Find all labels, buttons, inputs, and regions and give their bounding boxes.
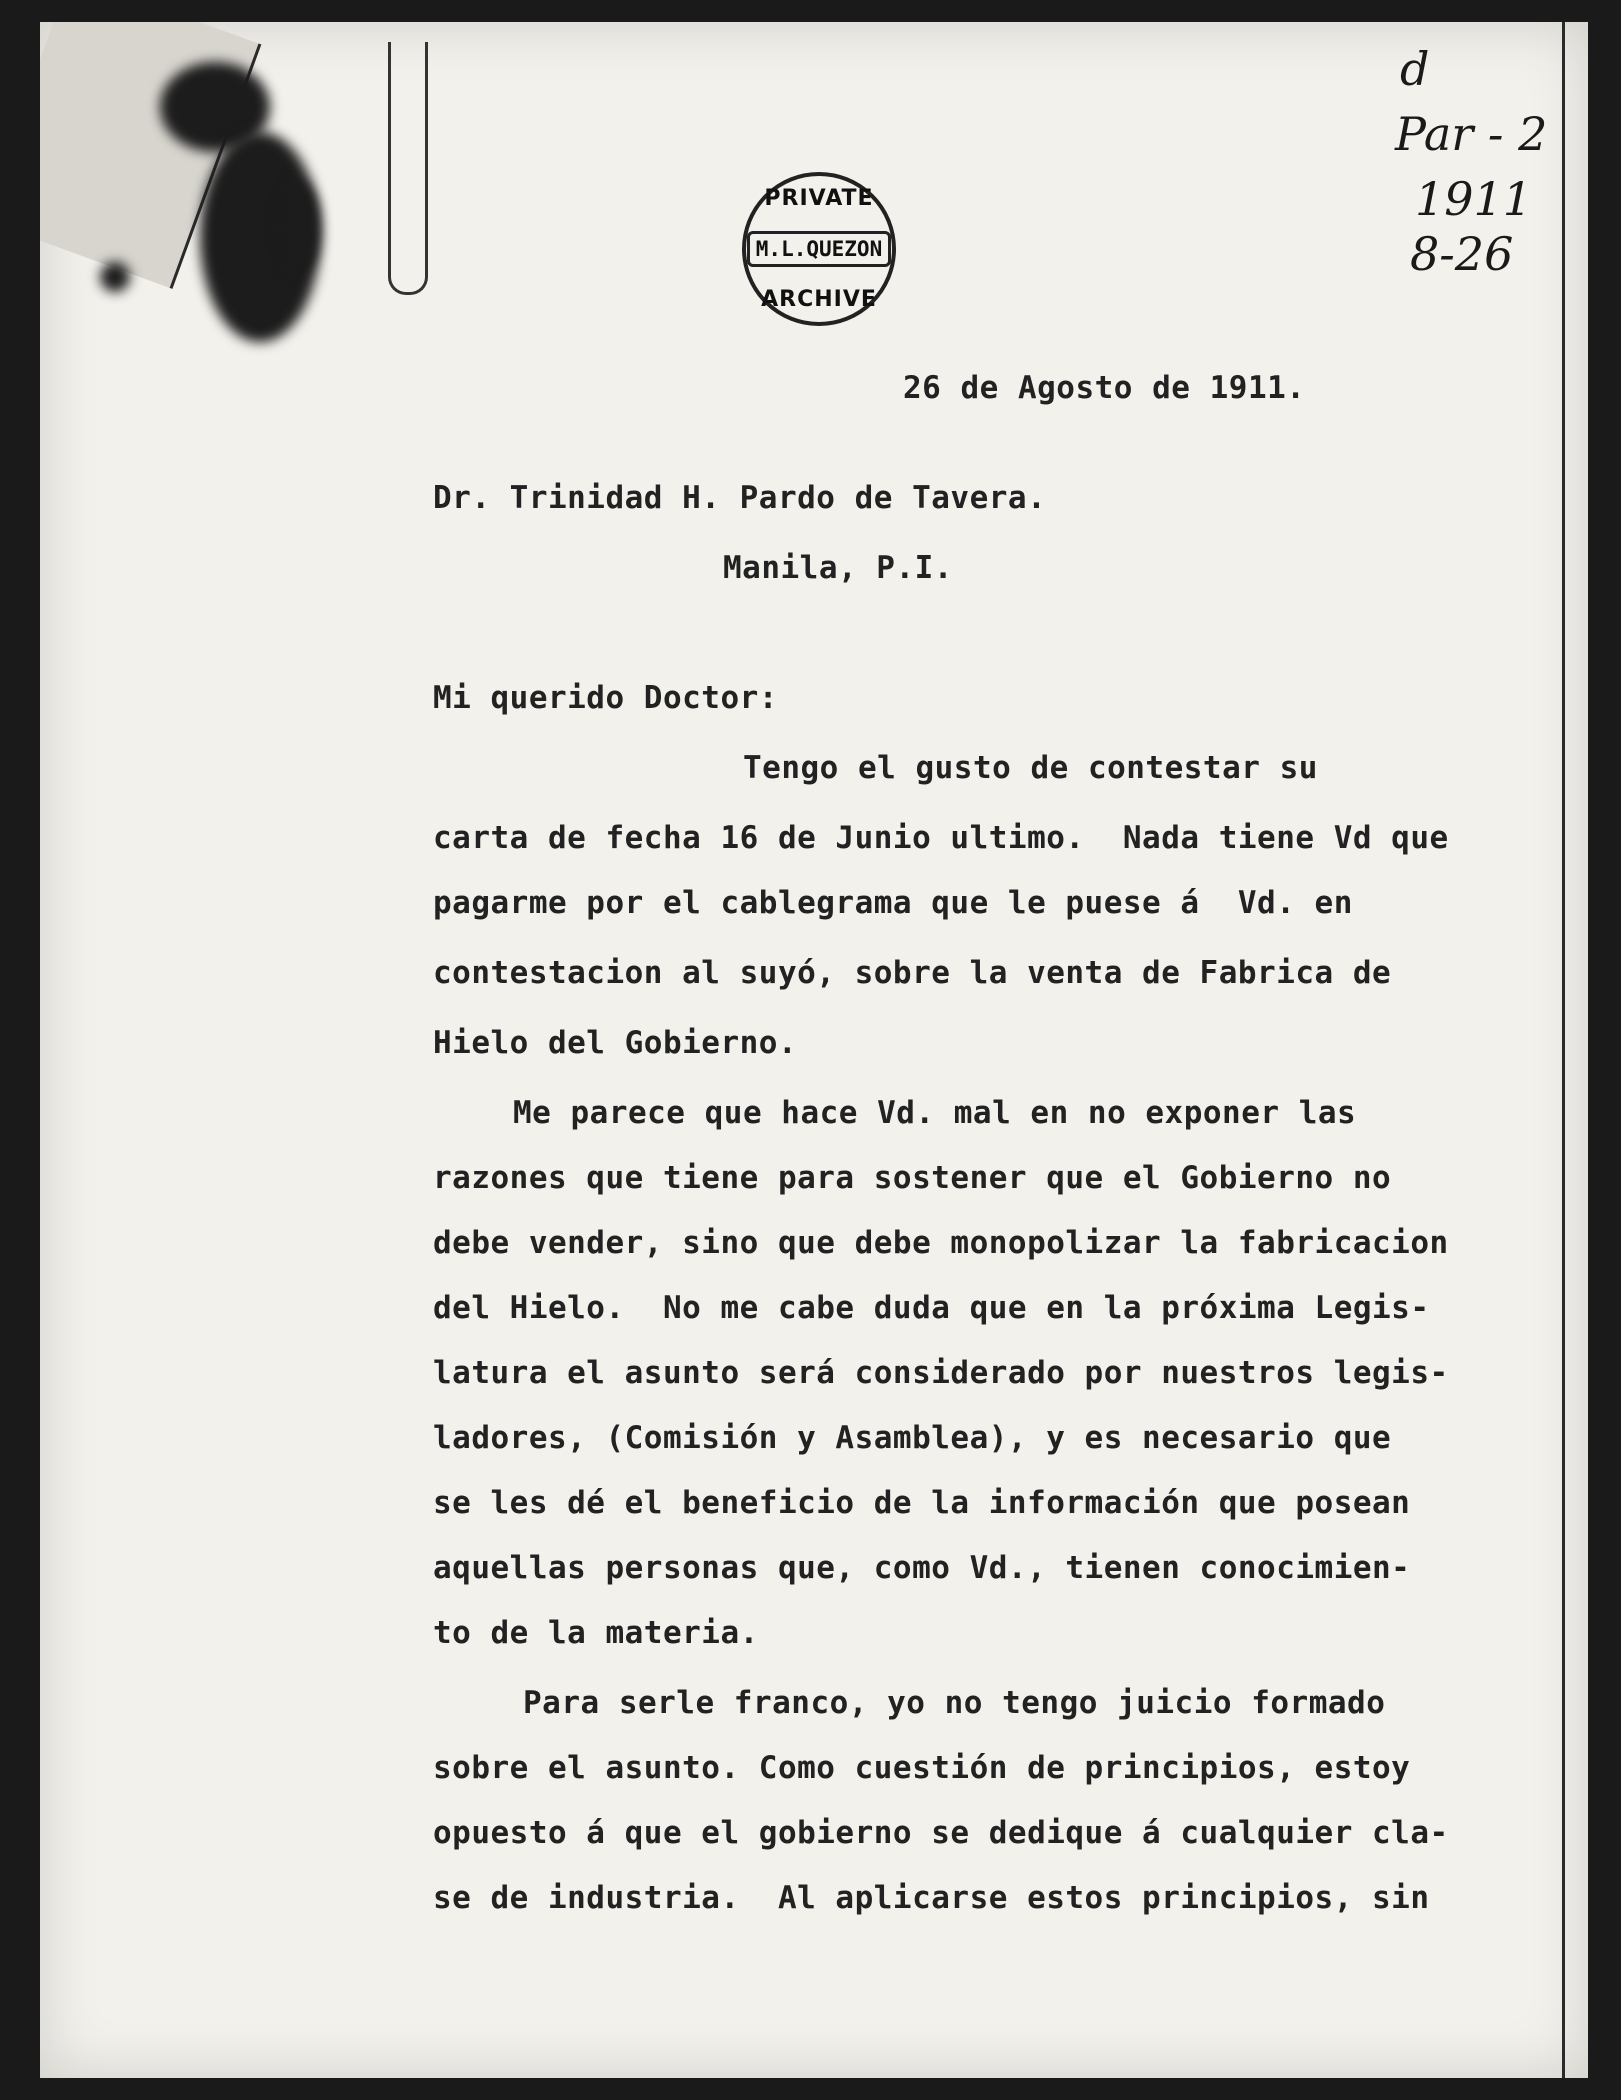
body-line: se les dé el beneficio de la información que posean bbox=[433, 1485, 1411, 1521]
handwritten-date: 8-26 bbox=[1410, 227, 1514, 281]
archive-stamp bbox=[742, 172, 896, 326]
ink-smudge bbox=[100, 262, 130, 292]
stamp-bottom-text: ARCHIVE bbox=[761, 287, 877, 312]
salutation: Mi querido Doctor: bbox=[433, 680, 778, 716]
body-line: aquellas personas que, como Vd., tienen conocimien- bbox=[433, 1550, 1411, 1586]
stamp-center-text: M.L.QUEZON bbox=[747, 231, 891, 267]
ink-smudge bbox=[280, 182, 320, 272]
body-line: se de industria. Al aplicarse estos principios, sin bbox=[433, 1880, 1430, 1916]
handwritten-mark: d bbox=[1400, 42, 1430, 96]
body-line: contestacion al suyó, sobre la venta de Fabrica de bbox=[433, 955, 1392, 991]
body-line: razones que tiene para sostener que el Gobierno no bbox=[433, 1160, 1392, 1196]
body-line: to de la materia. bbox=[433, 1615, 759, 1651]
body-line: ladores, (Comisión y Asamblea), y es necesario que bbox=[433, 1420, 1392, 1456]
body-line: Tengo el gusto de contestar su bbox=[743, 750, 1318, 786]
body-line: Me parece que hace Vd. mal en no exponer las bbox=[513, 1095, 1357, 1131]
body-line: Para serle franco, yo no tengo juicio formado bbox=[523, 1685, 1386, 1721]
body-line: Hielo del Gobierno. bbox=[433, 1025, 798, 1061]
recipient-location: Manila, P.I. bbox=[723, 550, 953, 586]
body-line: sobre el asunto. Como cuestión de principios, estoy bbox=[433, 1750, 1411, 1786]
edge-line bbox=[1562, 22, 1565, 2078]
letter-date: 26 de Agosto de 1911. bbox=[903, 370, 1306, 406]
body-line: latura el asunto será considerado por nuestros legis- bbox=[433, 1355, 1449, 1391]
paper-clip-mark bbox=[388, 42, 428, 295]
recipient-name: Dr. Trinidad H. Pardo de Tavera. bbox=[433, 480, 1047, 516]
stamp-top-text: PRIVATE bbox=[764, 186, 874, 211]
handwritten-year: 1911 bbox=[1415, 172, 1533, 226]
body-line: del Hielo. No me cabe duda que en la próxima Legis- bbox=[433, 1290, 1430, 1326]
document-page bbox=[40, 22, 1588, 2078]
body-line: carta de fecha 16 de Junio ultimo. Nada tiene Vd que bbox=[433, 820, 1449, 856]
handwritten-ref: Par - 2 bbox=[1395, 107, 1548, 161]
body-line: opuesto á que el gobierno se dedique á cualquier cla- bbox=[433, 1815, 1449, 1851]
body-line: pagarme por el cablegrama que le puese á Vd. en bbox=[433, 885, 1353, 921]
body-line: debe vender, sino que debe monopolizar la fabricacion bbox=[433, 1225, 1449, 1261]
